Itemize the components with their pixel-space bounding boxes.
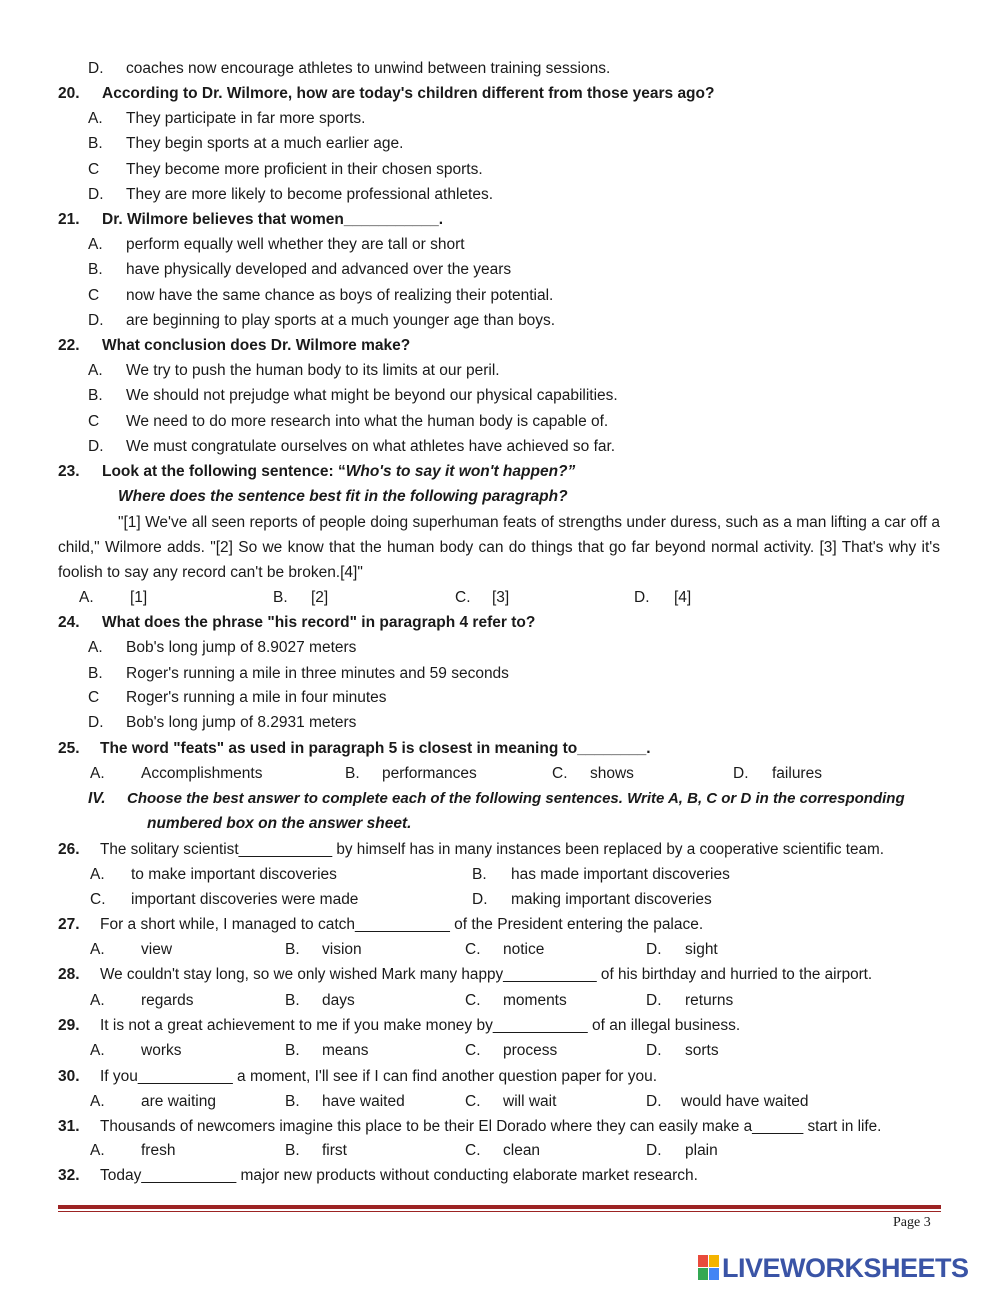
question-subtext: Where does the sentence best fit in the following paragraph? <box>118 488 568 505</box>
option-text: clean <box>503 1142 541 1159</box>
logo-text: LIVEWORKSHEETS <box>722 1252 969 1283</box>
option-text: would have waited <box>681 1093 809 1110</box>
option-text: means <box>322 1042 369 1059</box>
question-number: 21. <box>58 211 80 228</box>
question-text: Dr. Wilmore believes that women___________. <box>102 211 444 228</box>
question-number: 24. <box>58 614 80 631</box>
option-text: have waited <box>322 1093 405 1110</box>
option-letter: D. <box>88 312 104 329</box>
option-text: performances <box>382 765 477 782</box>
question-number: 28. <box>58 966 80 983</box>
option-text: works <box>141 1042 182 1059</box>
option-text: perform equally well whether they are tall or short <box>126 236 465 253</box>
question-number: 32. <box>58 1167 80 1184</box>
option-text: moments <box>503 992 567 1009</box>
option-text: making important discoveries <box>511 891 712 908</box>
option-letter: D. <box>88 186 104 203</box>
option-text: fresh <box>141 1142 176 1159</box>
option-letter: B. <box>285 1093 300 1110</box>
option-letter: D. <box>88 714 104 731</box>
section-instructions: Choose the best answer to complete each of the following sentences. Write A, B, C or D in the corresponding <box>127 790 905 807</box>
option-text: failures <box>772 765 822 782</box>
option-letter: B. <box>88 665 103 682</box>
logo-block <box>698 1268 708 1280</box>
option-letter: D. <box>88 438 104 455</box>
option-letter: A. <box>90 992 105 1009</box>
option-letter: A. <box>90 1093 105 1110</box>
option-text: plain <box>685 1142 718 1159</box>
option-letter: C. <box>455 589 471 606</box>
option-text: Bob's long jump of 8.9027 meters <box>126 639 357 656</box>
question-text: According to Dr. Wilmore, how are today's children different from those years ago? <box>102 85 715 102</box>
option-letter: B. <box>285 1142 300 1159</box>
option-letter: A. <box>90 941 105 958</box>
option-letter: D. <box>634 589 650 606</box>
question-number: 31. <box>58 1118 80 1135</box>
question-number: 30. <box>58 1068 80 1085</box>
question-text: What does the phrase "his record" in paragraph 4 refer to? <box>102 614 536 631</box>
option-text: [1] <box>130 589 148 606</box>
option-letter: A. <box>90 765 105 782</box>
option-letter: B. <box>285 1042 300 1059</box>
option-letter: C. <box>465 992 481 1009</box>
option-text: notice <box>503 941 545 958</box>
option-letter: B. <box>88 261 103 278</box>
option-text: They are more likely to become professional athletes. <box>126 186 494 203</box>
option-letter: C. <box>465 941 481 958</box>
question-number: 22. <box>58 337 80 354</box>
option-letter: A. <box>90 1142 105 1159</box>
option-letter: D. <box>646 992 662 1009</box>
option-text: important discoveries were made <box>131 891 359 908</box>
question-text: Thousands of newcomers imagine this place to be their El Dorado where they can easily make a______ start in life. <box>100 1118 882 1135</box>
option-letter: B. <box>285 992 300 1009</box>
question-number: 26. <box>58 841 80 858</box>
option-letter: C <box>88 161 100 178</box>
question-number: 23. <box>58 463 80 480</box>
footer-divider <box>58 1205 941 1209</box>
option-text: They begin sports at a much earlier age. <box>126 135 404 152</box>
option-text: We must congratulate ourselves on what athletes have achieved so far. <box>126 438 616 455</box>
option-text: [3] <box>492 589 510 606</box>
option-letter: C <box>88 287 100 304</box>
question-text: We couldn't stay long, so we only wished Mark many happy___________ of his birthday and hurried to the airport. <box>100 966 873 983</box>
option-text: sight <box>685 941 718 958</box>
question-text: If you___________ a moment, I'll see if I can find another question paper for you. <box>100 1068 658 1085</box>
option-text: Roger's running a mile in four minutes <box>126 689 387 706</box>
footer-divider-thin <box>58 1211 941 1212</box>
question-text <box>102 462 575 482</box>
option-text: shows <box>590 765 634 782</box>
option-text: has made important discoveries <box>511 866 730 883</box>
question-text: It is not a great achievement to me if you make money by___________ of an illegal business. <box>100 1017 741 1034</box>
option-letter: A. <box>88 639 103 656</box>
option-text: They become more proficient in their chosen sports. <box>126 161 483 178</box>
option-text: They participate in far more sports. <box>126 110 366 127</box>
question-number: 27. <box>58 916 80 933</box>
option-text: We should not prejudge what might be beyond our physical capabilities. <box>126 387 618 404</box>
option-text: Bob's long jump of 8.2931 meters <box>126 714 357 731</box>
page-number: Page 3 <box>893 1215 931 1230</box>
option-text: have physically developed and advanced over the years <box>126 261 512 278</box>
option-letter: A. <box>79 589 94 606</box>
option-letter: D. <box>646 1142 662 1159</box>
option-text: now have the same chance as boys of realizing their potential. <box>126 287 554 304</box>
option-text: regards <box>141 992 194 1009</box>
option-letter: A. <box>88 110 103 127</box>
question-text: The word "feats" as used in paragraph 5 is closest in meaning to________. <box>100 740 651 757</box>
option-letter: A. <box>90 866 105 883</box>
option-text: Roger's running a mile in three minutes and 59 seconds <box>126 665 509 682</box>
liveworksheets-logo[interactable] <box>698 1250 969 1286</box>
option-letter: B. <box>345 765 360 782</box>
section-instructions-continued: numbered box on the answer sheet. <box>147 815 412 832</box>
option-letter: D. <box>646 941 662 958</box>
option-text: [4] <box>674 589 692 606</box>
question-text: For a short while, I managed to catch___________ of the President entering the palace. <box>100 916 704 933</box>
question-text: Today___________ major new products without conducting elaborate market research. <box>100 1167 698 1184</box>
option-text: We need to do more research into what the human body is capable of. <box>126 413 609 430</box>
option-letter: B. <box>88 135 103 152</box>
option-letter: A. <box>90 1042 105 1059</box>
option-text: Accomplishments <box>141 765 263 782</box>
option-text: will wait <box>503 1093 557 1110</box>
option-letter: C. <box>465 1142 481 1159</box>
question-text: The solitary scientist___________ by himself has in many instances been replaced by a cooperative scientific team. <box>100 841 884 858</box>
option-letter: B. <box>88 387 103 404</box>
passage-text: "[1] We've all seen reports of people doing superhuman feats of strengths under duress, such as a man lifting a car off a child," Wilmore adds. "[2] So we know that the human body can do things that go far beyond normal activity. [3] That's why it's foolish to say any record can't be broken.[4]" <box>58 514 940 582</box>
logo-blocks-icon <box>698 1255 720 1281</box>
option-letter: C. <box>465 1042 481 1059</box>
option-letter: D. <box>646 1042 662 1059</box>
option-text: [2] <box>311 589 329 606</box>
option-letter: C <box>88 689 100 706</box>
option-text: view <box>141 941 173 958</box>
option-text: process <box>503 1042 558 1059</box>
question-number: 20. <box>58 85 80 102</box>
option-letter: D. <box>88 60 104 77</box>
question-quote: Who's to say it won't happen?” <box>345 463 576 480</box>
passage-paragraph <box>58 510 940 586</box>
option-letter: B. <box>285 941 300 958</box>
option-letter: C. <box>465 1093 481 1110</box>
logo-block <box>698 1255 708 1267</box>
option-text: days <box>322 992 355 1009</box>
option-letter: D. <box>646 1093 662 1110</box>
question-lead: Look at the following sentence: “ <box>102 463 346 480</box>
option-text: are beginning to play sports at a much younger age than boys. <box>126 312 556 329</box>
option-letter: B. <box>472 866 487 883</box>
option-letter: D. <box>472 891 488 908</box>
option-text: are waiting <box>141 1093 216 1110</box>
question-number: 25. <box>58 740 80 757</box>
section-number: IV. <box>88 790 106 807</box>
option-letter: C. <box>552 765 568 782</box>
question-text: What conclusion does Dr. Wilmore make? <box>102 337 411 354</box>
option-text: returns <box>685 992 734 1009</box>
option-text: vision <box>322 941 362 958</box>
question-number: 29. <box>58 1017 80 1034</box>
option-letter: C <box>88 413 100 430</box>
logo-block <box>709 1268 719 1280</box>
option-text: coaches now encourage athletes to unwind between training sessions. <box>126 60 611 77</box>
option-letter: A. <box>88 362 103 379</box>
option-text: first <box>322 1142 347 1159</box>
option-text: sorts <box>685 1042 719 1059</box>
option-letter: D. <box>733 765 749 782</box>
option-letter: A. <box>88 236 103 253</box>
option-text: We try to push the human body to its limits at our peril. <box>126 362 500 379</box>
logo-block <box>709 1255 719 1267</box>
option-text: to make important discoveries <box>131 866 337 883</box>
option-letter: C. <box>90 891 106 908</box>
option-letter: B. <box>273 589 288 606</box>
